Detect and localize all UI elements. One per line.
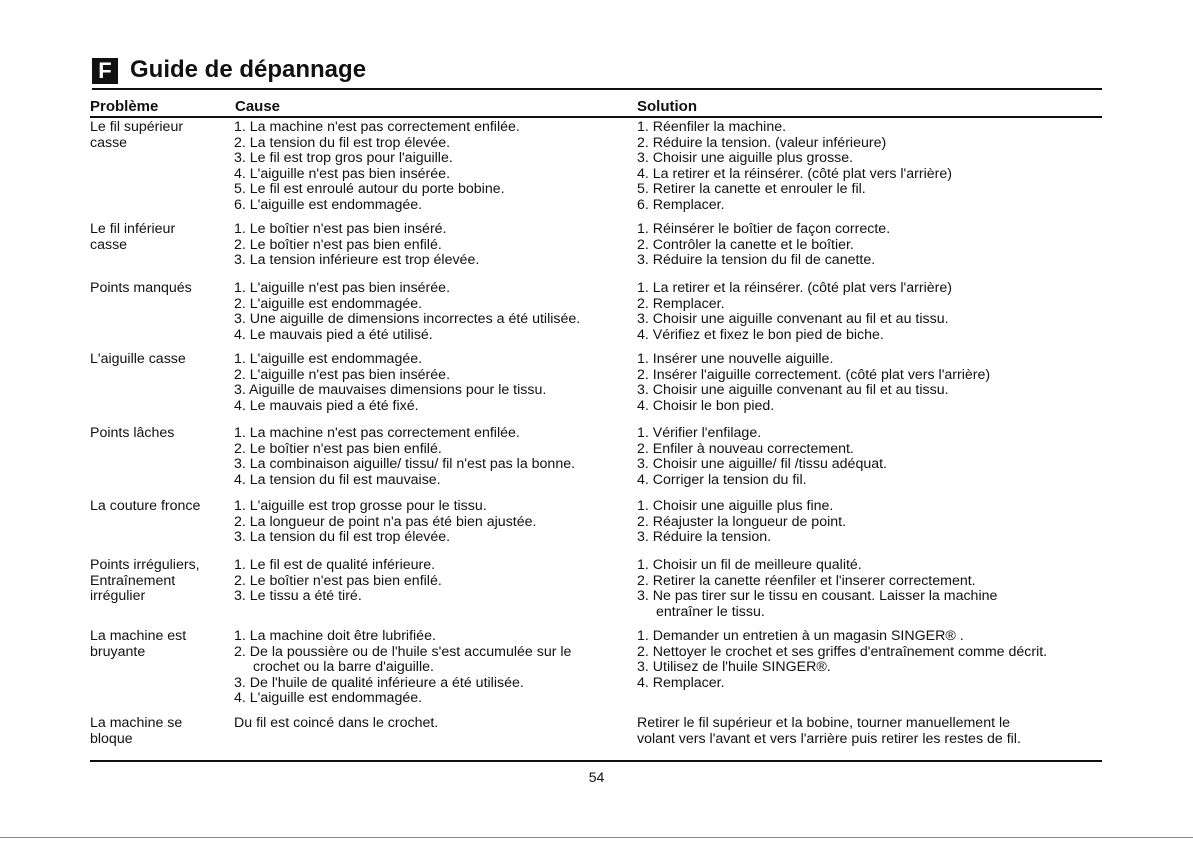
solution-cell — [637, 629, 1047, 691]
cause-line: 2. Le boîtier n'est pas bien enfilé. — [234, 440, 442, 457]
cause-line: 2. Le boîtier n'est pas bien enfilé. — [234, 236, 442, 253]
cause-line: 4. Le mauvais pied a été fixé. — [234, 397, 419, 414]
solution-line: entraîner le tissu. — [656, 603, 765, 620]
solution-line: 3. Choisir une aiguille convenant au fil et au tissu. — [637, 382, 949, 398]
cause-cell — [234, 120, 520, 213]
cause-line: 1. L'aiguille n'est pas bien insérée. — [234, 280, 451, 296]
solution-line: 3. Réduire la tension. — [637, 529, 772, 545]
solution-line: 2. Retirer la canette réenfiler et l'inserer correctement. — [637, 572, 976, 589]
solution-line: 3. Choisir une aiguille convenant au fil et au tissu. — [637, 311, 949, 327]
problem-cell — [90, 426, 174, 442]
solution-line: 2. Réduire la tension. (valeur inférieure) — [637, 134, 887, 151]
solution-line: 1. Demander un entretien à un magasin SINGER® . — [637, 628, 964, 644]
solution-line: 4. La retirer et la réinsérer. (côté plat vers l'arrière) — [637, 165, 952, 182]
problem-line: L'aiguille casse — [90, 351, 186, 367]
problem-line: irrégulier — [90, 588, 146, 604]
footer-divider — [90, 760, 1102, 762]
cause-line: 3. De l'huile de qualité inférieure a été utilisée. — [234, 674, 524, 691]
cause-line: 4. L'aiguille n'est pas bien insérée. — [234, 165, 451, 182]
cause-cell — [234, 716, 438, 732]
cause-cell — [234, 426, 575, 488]
cause-line: 3. La combinaison aiguille/ tissu/ fil n'est pas la bonne. — [234, 456, 576, 472]
cause-line: 3. Le fil est trop gros pour l'aiguille. — [234, 150, 453, 166]
problem-cell — [90, 281, 192, 297]
problem-line: La machine est — [90, 628, 187, 644]
cause-line: 2. La longueur de point n'a pas été bien ajustée. — [234, 513, 537, 530]
problem-cell — [90, 352, 186, 368]
solution-line: 1. Vérifier l'enfilage. — [637, 425, 762, 441]
cause-line: 1. Le fil est de qualité inférieure. — [234, 557, 436, 573]
cause-cell — [234, 222, 479, 269]
cause-line: 3. Aiguille de mauvaises dimensions pour le tissu. — [234, 382, 547, 398]
solution-cell — [637, 426, 887, 488]
cause-line: 1. La machine n'est pas correctement enfilée. — [234, 425, 520, 441]
solution-cell — [637, 120, 952, 213]
column-header-solution: Solution — [637, 98, 697, 115]
solution-line: 2. Enfiler à nouveau correctement. — [637, 440, 854, 457]
problem-line: Points lâches — [90, 425, 175, 441]
solution-line: 4. Vérifiez et fixez le bon pied de biche. — [637, 326, 884, 343]
cause-line: 1. L'aiguille est endommagée. — [234, 351, 423, 367]
column-header-cause: Cause — [235, 98, 281, 115]
cause-line: crochet ou la barre d'aiguille. — [253, 659, 434, 675]
cause-cell — [234, 281, 580, 343]
cause-line: 4. L'aiguille est endommagée. — [234, 690, 423, 706]
cause-line: 3. La tension inférieure est trop élevée. — [234, 252, 480, 268]
header-divider — [90, 116, 1102, 118]
solution-cell — [637, 716, 1021, 747]
problem-line: Le fil inférieur — [90, 221, 176, 237]
page-bottom-edge — [0, 837, 1193, 838]
solution-line: Retirer le fil supérieur et la bobine, tourner manuellement le — [637, 715, 1011, 731]
problem-line: Le fil supérieur — [90, 119, 184, 135]
cause-line: 1. La machine n'est pas correctement enfilée. — [234, 119, 520, 135]
solution-cell — [637, 352, 990, 414]
cause-line: 1. Le boîtier n'est pas bien inséré. — [234, 221, 447, 237]
solution-line: 2. Réajuster la longueur de point. — [637, 513, 847, 530]
section-badge: F — [92, 58, 118, 84]
solution-line: 1. Insérer une nouvelle aiguille. — [637, 351, 834, 367]
cause-line: 3. La tension du fil est trop élevée. — [234, 529, 451, 545]
cause-line: 5. Le fil est enroulé autour du porte bobine. — [234, 181, 505, 197]
problem-cell — [90, 499, 200, 515]
solution-line: 2. Remplacer. — [637, 295, 725, 312]
problem-line: La couture fronce — [90, 498, 201, 514]
solution-line: 2. Insérer l'aiguille correctement. (côté plat vers l'arrière) — [637, 366, 991, 383]
solution-line: 3. Choisir une aiguille/ fil /tissu adéquat. — [637, 456, 887, 472]
problem-line: Entraînement — [90, 572, 176, 589]
cause-line: 6. L'aiguille est endommagée. — [234, 196, 423, 213]
cause-line: 2. L'aiguille n'est pas bien insérée. — [234, 366, 451, 383]
solution-line: 5. Retirer la canette et enrouler le fil. — [637, 181, 866, 197]
solution-cell — [637, 499, 846, 546]
solution-line: 2. Contrôler la canette et le boîtier. — [637, 236, 854, 253]
cause-cell — [234, 558, 442, 605]
solution-line: 3. Choisir une aiguille plus grosse. — [637, 150, 854, 166]
solution-line: 4. Corriger la tension du fil. — [637, 471, 807, 488]
cause-line: 2. De la poussière ou de l'huile s'est accumulée sur le — [234, 643, 572, 660]
cause-line: 3. Une aiguille de dimensions incorrectes a été utilisée. — [234, 311, 581, 327]
solution-line: 4. Remplacer. — [637, 674, 725, 691]
cause-line: 2. Le boîtier n'est pas bien enfilé. — [234, 572, 442, 589]
solution-line: 2. Nettoyer le crochet et ses griffes d'entraînement comme décrit. — [637, 643, 1048, 660]
cause-line: 3. Le tissu a été tiré. — [234, 588, 362, 604]
solution-cell — [637, 281, 952, 343]
problem-line: bloque — [90, 730, 133, 747]
cause-line: 2. La tension du fil est trop élevée. — [234, 134, 451, 151]
cause-line: Du fil est coincé dans le crochet. — [234, 715, 439, 731]
problem-line: La machine se — [90, 715, 183, 731]
problem-cell — [90, 716, 182, 747]
solution-line: 3. Réduire la tension du fil de canette. — [637, 252, 876, 268]
solution-line: 1. Réenfiler la machine. — [637, 119, 787, 135]
solution-cell — [637, 222, 890, 269]
solution-line: 6. Remplacer. — [637, 196, 725, 213]
cause-cell — [234, 499, 536, 546]
solution-line: 3. Utilisez de l'huile SINGER®. — [637, 659, 831, 675]
problem-line: casse — [90, 236, 128, 253]
problem-cell — [90, 558, 200, 605]
cause-line: 1. La machine doit être lubrifiée. — [234, 628, 436, 644]
cause-cell — [234, 629, 571, 707]
cause-line: 2. L'aiguille est endommagée. — [234, 295, 423, 312]
cause-line: 1. L'aiguille est trop grosse pour le tissu. — [234, 498, 487, 514]
page-header — [92, 57, 1102, 90]
solution-line: 1. Réinsérer le boîtier de façon correcte. — [637, 221, 891, 237]
page-number: 54 — [588, 769, 605, 785]
solution-line: 1. Choisir une aiguille plus fine. — [637, 498, 834, 514]
cause-cell — [234, 352, 546, 414]
cause-line: 4. La tension du fil est mauvaise. — [234, 471, 441, 488]
column-header-problem: Problème — [90, 98, 159, 115]
solution-cell — [637, 558, 997, 620]
solution-line: volant vers l'avant et vers l'arrière puis retirer les restes de fil. — [637, 730, 1021, 747]
solution-line: 1. La retirer et la réinsérer. (côté plat vers l'arrière) — [637, 280, 952, 296]
problem-line: Points irréguliers, — [90, 557, 200, 573]
solution-line: 1. Choisir un fil de meilleure qualité. — [637, 557, 862, 573]
solution-line: 4. Choisir le bon pied. — [637, 397, 775, 414]
problem-cell — [90, 120, 183, 151]
cause-line: 4. Le mauvais pied a été utilisé. — [234, 326, 433, 343]
problem-line: casse — [90, 134, 128, 151]
problem-cell — [90, 222, 175, 253]
problem-cell — [90, 629, 186, 660]
problem-line: Points manqués — [90, 280, 192, 296]
page-title: Guide de dépannage — [130, 56, 367, 83]
problem-line: bruyante — [90, 643, 146, 660]
solution-line: 3. Ne pas tirer sur le tissu en cousant. Laisser la machine — [637, 588, 998, 604]
